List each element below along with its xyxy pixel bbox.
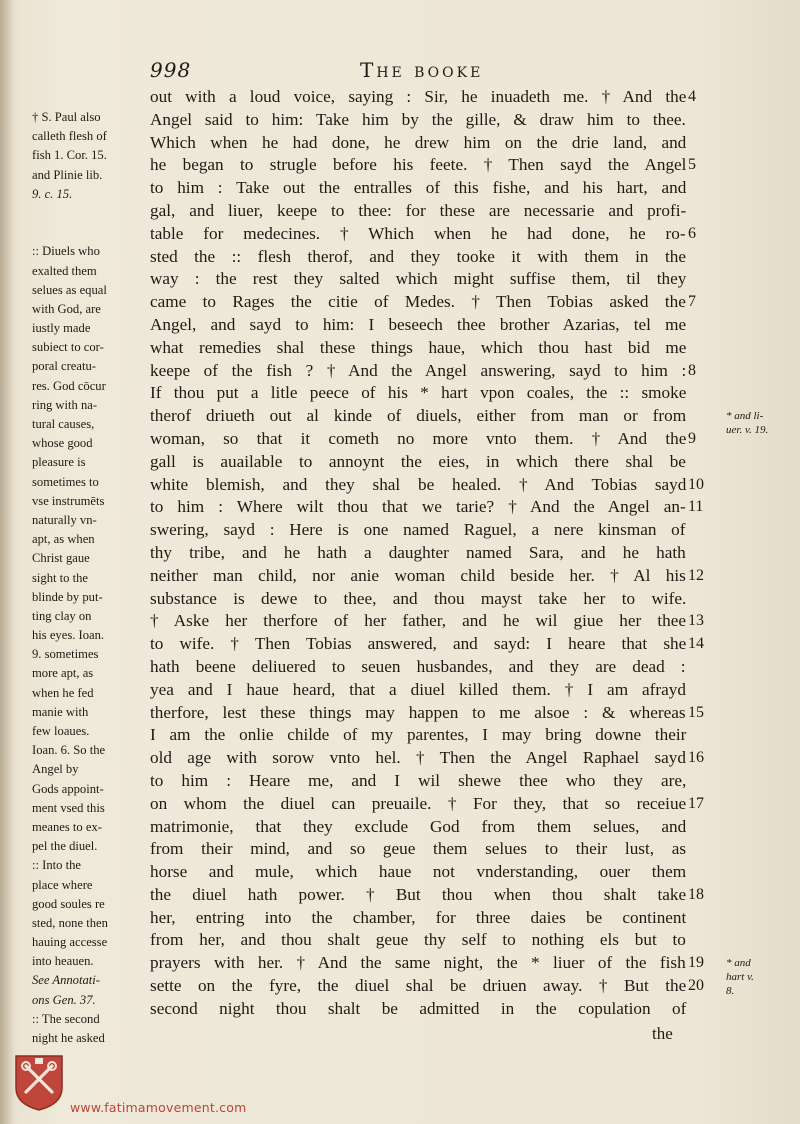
verse-spacer — [688, 542, 718, 565]
margin-note-line — [32, 223, 144, 242]
margin-note-line: :: Into the — [32, 858, 81, 873]
margin-note-line: :: Diuels who — [32, 244, 100, 259]
verse-spacer — [688, 929, 718, 952]
text-line: table for medecines. † Which when he had done, he ro- — [150, 223, 686, 243]
verse-spacer — [688, 656, 718, 679]
text-line: her, entring into the chamber, for three daies be continent — [150, 907, 687, 927]
verse-number: 18 — [688, 885, 704, 903]
text-line: yea and I haue heard, that a diuel killed them. † I am afrayd — [150, 679, 686, 699]
verse-number: 7 — [688, 293, 696, 311]
verse-spacer — [688, 177, 718, 200]
text-line: out with a loud voice, saying : Sir, he inuadeth me. † And the — [150, 87, 687, 106]
text-line: therfore, lest these things may happen to me alsoe : & whereas — [150, 702, 686, 722]
verse-spacer — [688, 200, 718, 223]
margin-note-line: ment vsed this — [32, 800, 105, 815]
margin-note-line: night he asked — [32, 1031, 105, 1045]
verse-spacer — [688, 109, 718, 132]
margin-note-line: hauing accesse — [32, 935, 108, 950]
margin-note-line: sometimes to — [32, 474, 99, 489]
verse-number: 12 — [688, 566, 704, 584]
text-line: prayers with her. † And the same night, the * liuer of the fish — [150, 953, 686, 973]
text-line: I am the onlie childe of my parentes, I may bring downe their — [150, 725, 687, 745]
page-gutter-shadow — [0, 0, 14, 1124]
margin-note-line: whose good — [32, 436, 93, 451]
page-header — [150, 58, 710, 84]
verse-number: 15 — [688, 703, 704, 721]
margin-note-line: blinde by put- — [32, 589, 103, 604]
margin-note-line: Christ gaue — [32, 551, 90, 566]
verse-spacer — [688, 451, 718, 474]
margin-note-line: Angel by — [32, 762, 79, 777]
margin-note-line: with God, are — [32, 301, 101, 316]
margin-note-line: apt, as when — [32, 532, 95, 547]
margin-note-line: and Plinie lib. — [32, 167, 103, 182]
text-line: woman, so that it cometh no more vnto them. † And the — [150, 428, 687, 448]
text-line: from her, and thou shalt geue thy self to nothing els but to — [150, 930, 686, 950]
margin-note-line: 9. c. 15. — [32, 186, 73, 201]
text-line: way : the rest they salted which might suffise them, til they — [150, 269, 687, 289]
verse-number: 8 — [688, 361, 696, 379]
text-line: what remedies shal these things haue, which thou hast bid me — [150, 337, 687, 357]
text-line: came to Rages the citie of Medes. † Then Tobias asked the — [150, 292, 686, 312]
verse-spacer — [688, 816, 718, 839]
verse-spacer — [688, 770, 718, 793]
watermark-url: www.fatimamovement.com — [70, 1100, 247, 1115]
margin-note-line: :: The second — [32, 1011, 100, 1026]
margin-note-line — [32, 204, 144, 223]
margin-note-line: sight to the — [32, 570, 88, 585]
margin-note-line: † S. Paul also — [32, 110, 101, 124]
verse-number: 10 — [688, 475, 704, 493]
margin-note-line: vse instrumēts — [32, 493, 105, 508]
margin-note-line: Gods appoint- — [32, 781, 104, 796]
verse-number: 20 — [688, 977, 704, 995]
verse-number: 17 — [688, 794, 704, 812]
text-line: gal, and liuer, keepe to thee: for these are necessarie and profi- — [150, 200, 687, 220]
papal-seal-icon — [12, 1052, 66, 1112]
margin-note-line: pleasure is — [32, 455, 86, 470]
right-margin-note: * and hart v. 8. — [726, 957, 754, 998]
margin-note-line: naturally vn- — [32, 512, 97, 527]
margin-note-line: sted, none then — [32, 915, 108, 930]
margin-note-line: good soules re — [32, 896, 105, 911]
margin-note-line: res. God cōcur — [32, 378, 106, 393]
verse-number: 14 — [688, 635, 704, 653]
margin-note-line: his eyes. Ioan. — [32, 628, 105, 643]
text-line: on whom the diuel can preuaile. † For they, that so receiue — [150, 793, 687, 813]
verse-spacer — [688, 246, 718, 269]
margin-note-line: tural causes, — [32, 417, 95, 431]
verse-number: 19 — [688, 954, 704, 972]
text-line: neither man child, nor anie woman child beside her. † Al his — [150, 565, 686, 585]
text-line: sette on the fyre, the diuel shal be driuen away. † But the — [150, 976, 687, 996]
text-line: swering, sayd : Here is one named Raguel, a nere kinsman of — [150, 520, 686, 540]
verse-spacer — [688, 132, 718, 155]
verse-spacer — [688, 907, 718, 930]
text-line: to him : Take out the entralles of this fishe, and his hart, and — [150, 178, 687, 198]
text-line: horse and mule, which haue not vnderstanding, ouer them — [150, 862, 687, 882]
margin-note-line: more apt, as — [32, 666, 94, 681]
margin-note-line: poral creatu- — [32, 359, 96, 374]
text-line: thy tribe, and he hath a daughter named Sara, and he hath — [150, 542, 686, 562]
verse-number: 6 — [688, 224, 696, 242]
verse-number: 9 — [688, 429, 696, 447]
text-line: therof driueth out al kinde of diuels, either from man or from — [150, 406, 687, 426]
verse-spacer — [688, 861, 718, 884]
margin-note-line: fish 1. Cor. 15. — [32, 148, 107, 163]
margin-note-line: calleth flesh of — [32, 129, 107, 144]
verse-spacer — [688, 519, 718, 542]
main-text-column — [150, 86, 690, 1021]
text-line: to him : Heare me, and I wil shewe thee who they are, — [150, 770, 687, 790]
text-line: Angel, and sayd to him: I beseech thee brother Azarias, tel me — [150, 314, 687, 334]
verse-spacer — [688, 679, 718, 702]
text-line: second night thou shalt be admitted in the copulation of — [150, 998, 687, 1018]
margin-note-line: meanes to ex- — [32, 819, 102, 834]
text-line: sted the :: flesh therof, and they tooke it with them in the — [150, 246, 686, 266]
text-line: hath beene deliuered to seuen husbandes, and they are dead : — [150, 656, 686, 676]
margin-note-line: few loaues. — [32, 724, 90, 738]
text-line: Which when he had done, he drew him on the drie land, and — [150, 132, 687, 152]
margin-note-line: 9. sometimes — [32, 647, 99, 662]
verse-spacer — [688, 998, 718, 1021]
margin-note-line: when he fed — [32, 685, 94, 700]
margin-note-line: place where — [32, 877, 93, 892]
right-margin-note: * and li- uer. v. 19. — [726, 410, 769, 437]
text-line: gall is auailable to annoynt the eies, in which there shal be — [150, 451, 686, 471]
text-line: matrimonie, that they exclude God from them selues, and — [150, 816, 687, 836]
margin-note-line: Ioan. 6. So the — [32, 743, 106, 758]
verse-number: 5 — [688, 156, 696, 174]
left-margin-notes — [32, 108, 144, 1048]
text-line: the diuel hath power. † But thou when thou shalt take — [150, 884, 687, 904]
margin-note-line: pel the diuel. — [32, 839, 98, 854]
verse-number: 16 — [688, 749, 704, 767]
margin-note-line: manie with — [32, 704, 89, 719]
verse-number: 4 — [688, 88, 696, 105]
text-line: white blemish, and they shal be healed. † And Tobias sayd — [150, 474, 687, 494]
margin-note-line: exalted them — [32, 263, 97, 278]
text-line: old age with sorow vnto hel. † Then the Angel Raphael sayd — [150, 748, 686, 768]
verse-spacer — [688, 337, 718, 360]
margin-note-line: iustly made — [32, 321, 91, 336]
verse-spacer — [688, 588, 718, 611]
margin-note-line: ons Gen. 37. — [32, 992, 96, 1007]
text-line: to wife. † Then Tobias answered, and sayd: I heare that she — [150, 634, 687, 654]
margin-note-line: ring with na- — [32, 397, 98, 412]
running-head: The booke — [360, 58, 484, 82]
text-line: If thou put a litle peece of his * hart vpon coales, the :: smoke — [150, 383, 687, 403]
verse-spacer — [688, 268, 718, 291]
text-line: he began to strugle before his feete. † Then sayd the Angel — [150, 155, 687, 175]
verse-spacer — [688, 314, 718, 337]
text-line: keepe of the fish ? † And the Angel answering, sayd to him : — [150, 360, 687, 380]
margin-note-line: subiect to cor- — [32, 340, 104, 355]
text-line: to him : Where wilt thou that we tarie? † And the Angel an- — [150, 497, 686, 517]
text-line: from their mind, and so geue them selues to their lust, as — [150, 839, 687, 859]
verse-spacer — [688, 724, 718, 747]
verse-spacer — [688, 382, 718, 405]
text-line: † Aske her therfore of her father, and he wil giue her thee — [150, 611, 686, 631]
margin-note-line: selues as equal — [32, 282, 107, 297]
text-line: substance is dewe to thee, and thou mayst take her to wife. — [150, 588, 687, 608]
text-line: Angel said to him: Take him by the gille, & draw him to thee. — [150, 109, 686, 129]
margin-note-line: into heauen. — [32, 954, 94, 969]
page-number: 998 — [150, 58, 192, 82]
verse-spacer — [688, 405, 718, 428]
verse-number-column — [688, 86, 718, 1021]
verse-spacer — [688, 838, 718, 861]
margin-note-line: See Annotati- — [32, 973, 100, 988]
margin-note-line: ting clay on — [32, 608, 92, 623]
verse-number: 13 — [688, 612, 704, 630]
catchword: the — [652, 1024, 673, 1043]
verse-number: 11 — [688, 498, 704, 516]
